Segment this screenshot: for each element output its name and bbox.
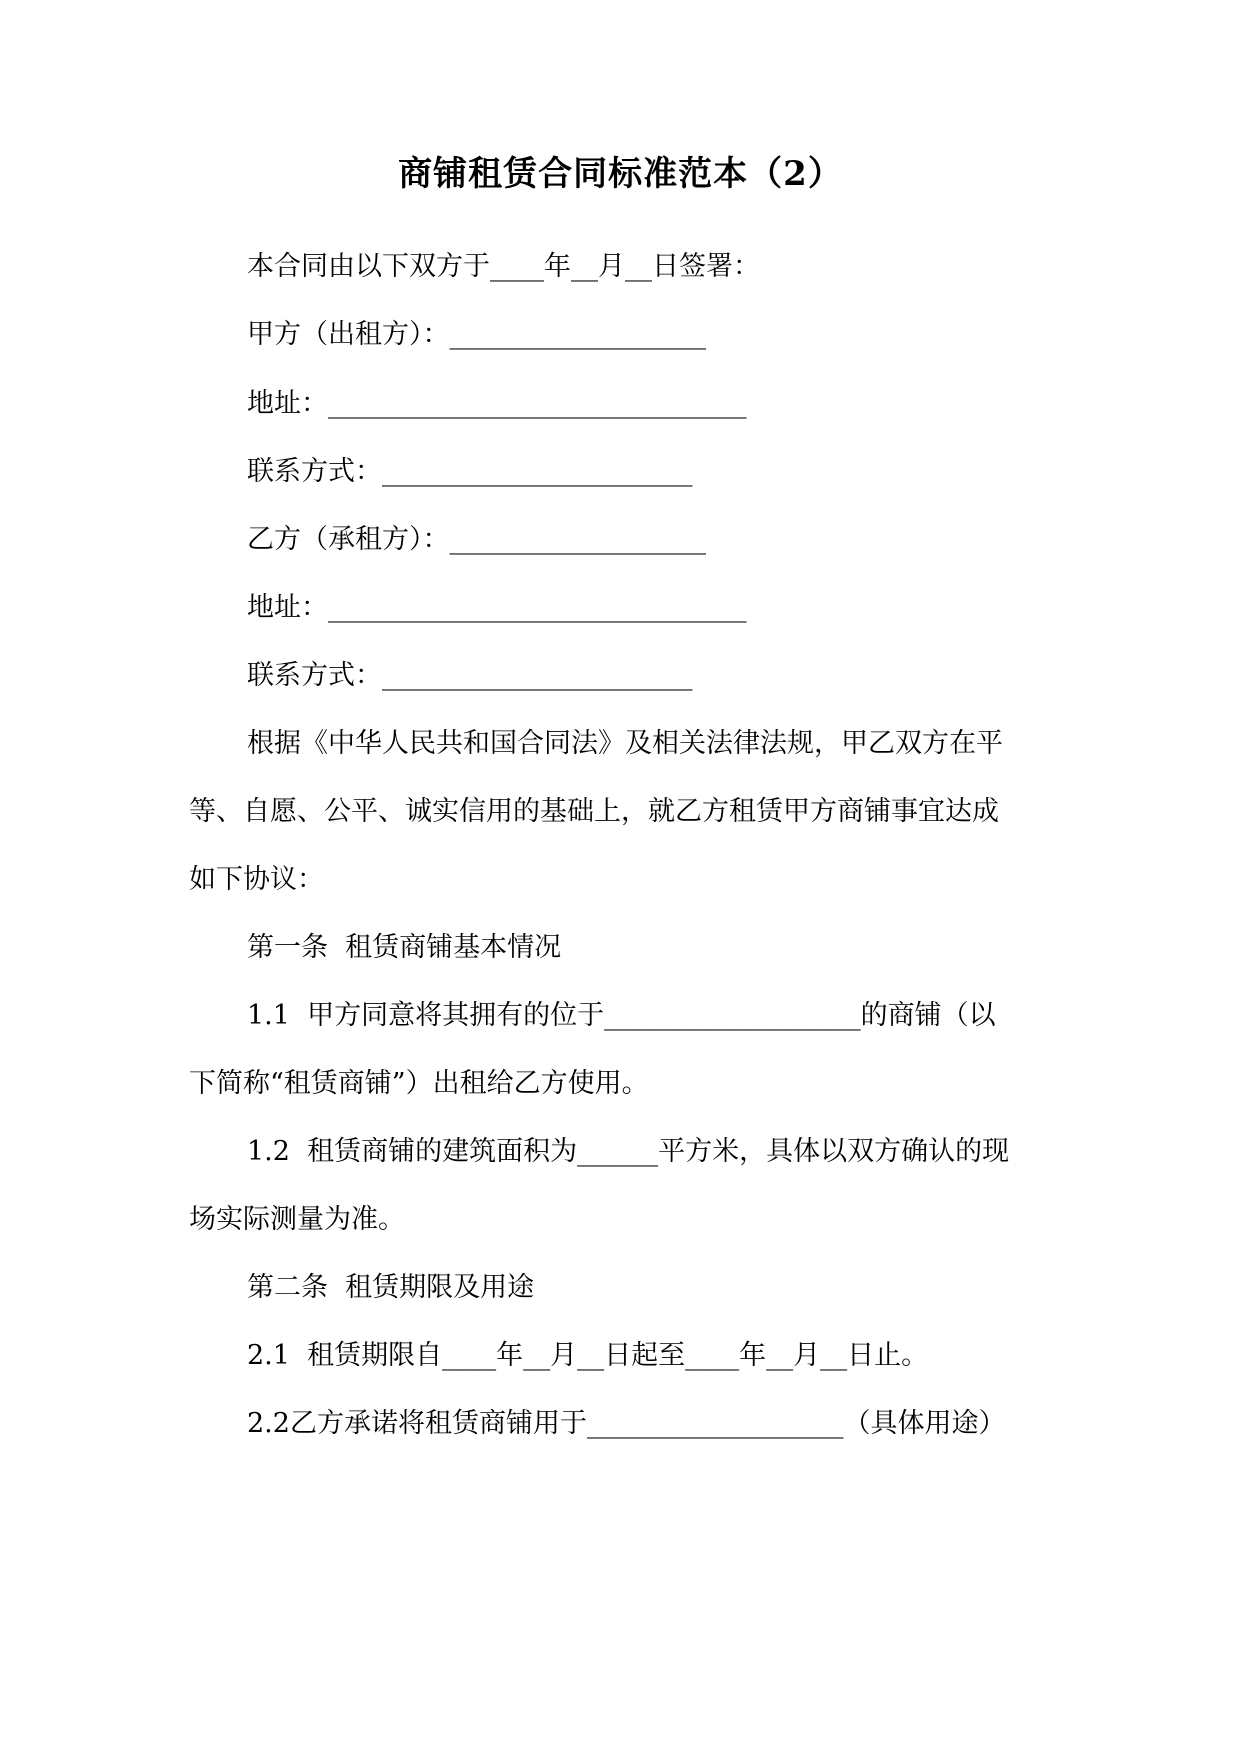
preamble-line-3: 如下协议：	[189, 864, 324, 895]
preamble-line-2: 等、自愿、公平、诚实信用的基础上，就乙方租赁甲方商铺事宜达成	[189, 796, 999, 827]
article-1-heading: 第一条 租赁商铺基本情况	[247, 932, 562, 963]
party-a-line: 甲方（出租方）：___________________	[247, 319, 706, 350]
party-b-address-line: 地址：_______________________________	[247, 592, 747, 623]
preamble-line-1: 根据《中华人民共和国合同法》及相关法律法规，甲乙双方在平	[247, 728, 1003, 759]
party-a-address-line: 地址：_______________________________	[247, 388, 747, 419]
party-b-line: 乙方（承租方）：___________________	[247, 524, 706, 555]
clause-1-2-line-1: 1.2 租赁商铺的建筑面积为______平方米，具体以双方确认的现	[247, 1136, 1010, 1167]
signing-date-line: 本合同由以下双方于____年__月__日签署：	[247, 251, 760, 282]
party-a-contact-line: 联系方式：_______________________	[247, 456, 693, 487]
clause-2-2-line: 2.2乙方承诺将租赁商铺用于___________________（具体用途）	[247, 1408, 1006, 1439]
document-title: 商铺租赁合同标准范本（2）	[398, 154, 843, 194]
party-b-contact-line: 联系方式：_______________________	[247, 660, 693, 691]
clause-1-1-line-1: 1.1 甲方同意将其拥有的位于___________________的商铺（以	[247, 1000, 996, 1031]
clause-1-1-line-2: 下简称“租赁商铺”）出租给乙方使用。	[189, 1068, 649, 1099]
clause-2-1-line: 2.1 租赁期限自____年__月__日起至____年__月__日止。	[247, 1340, 929, 1371]
clause-1-2-line-2: 场实际测量为准。	[189, 1204, 405, 1235]
article-2-heading: 第二条 租赁期限及用途	[247, 1272, 535, 1303]
